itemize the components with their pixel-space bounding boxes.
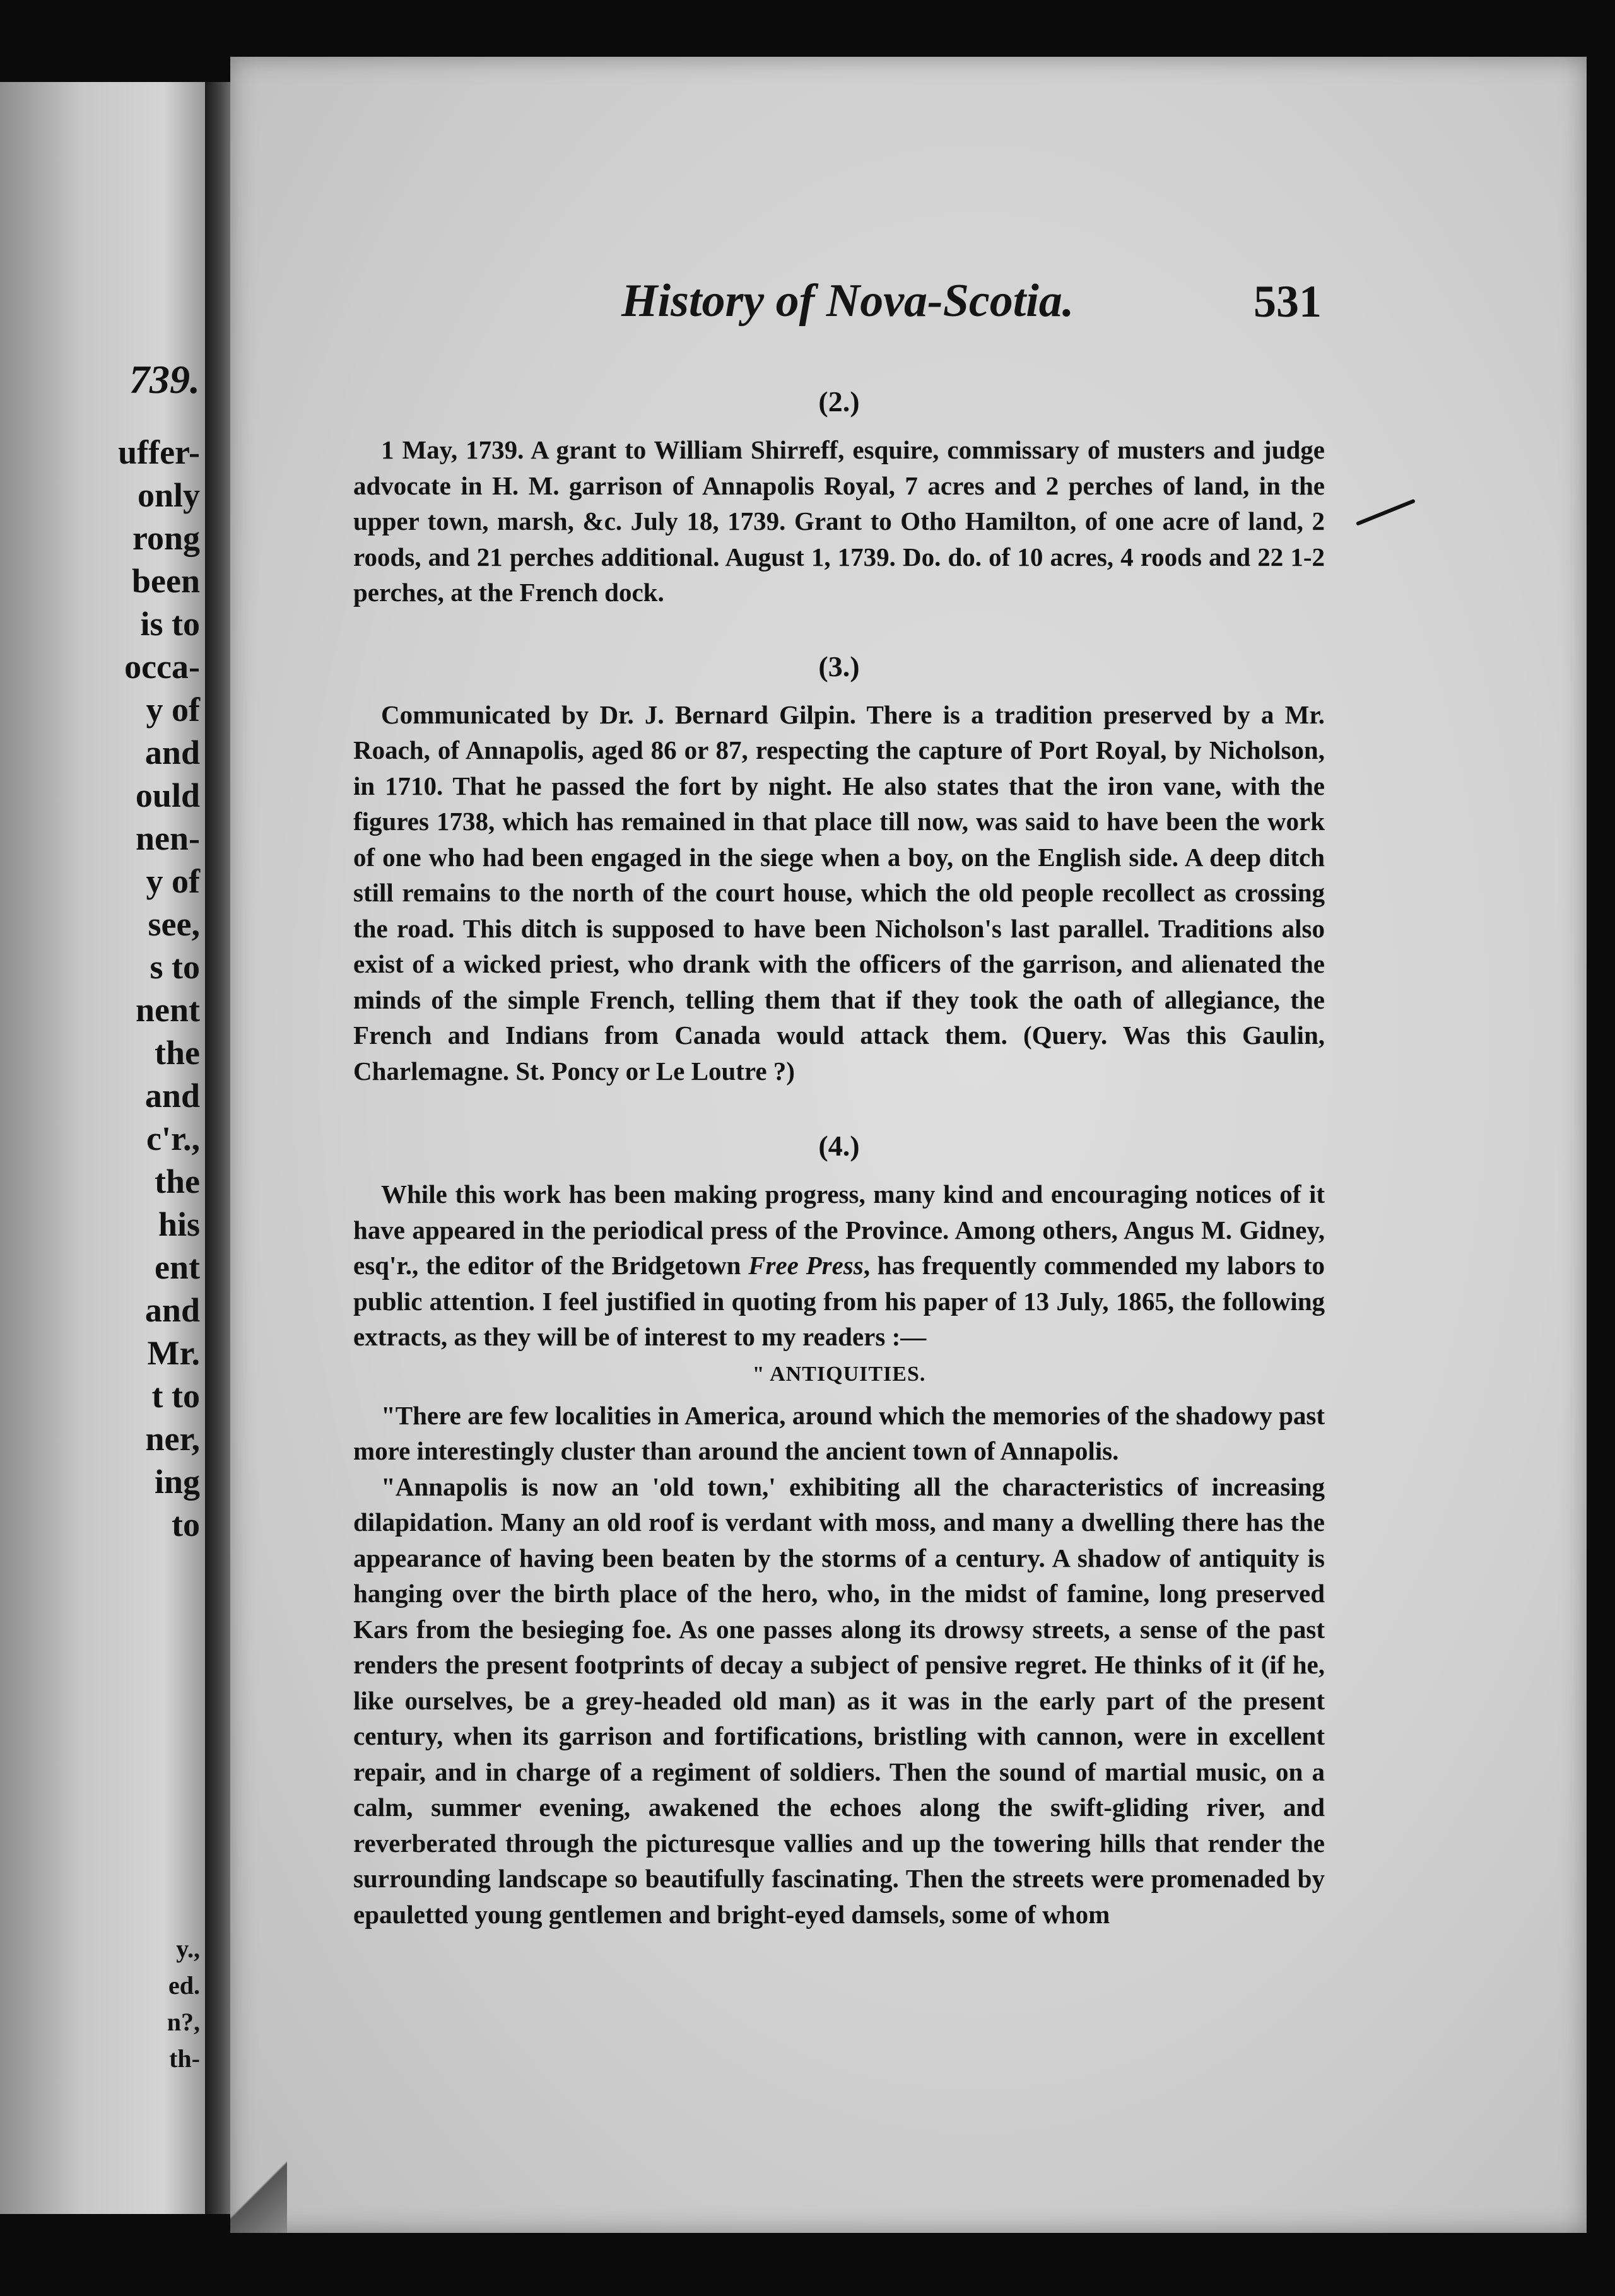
spacer xyxy=(353,611,1325,650)
left-page-fragment: nen- xyxy=(135,819,200,857)
left-page-fragment: the xyxy=(155,1034,200,1072)
left-page-fragment: y., xyxy=(176,1935,200,1963)
left-page-fragment: th- xyxy=(169,2044,200,2073)
quote-paragraph: "Annapolis is now an 'old town,' exhibiting all the characteristics of increasing dilapidation. Many an old roof is verdant with moss, and many a dwelling there has the appearance of having been beaten by the storms of a century. A shadow of antiquity is hanging over the birth place of the hero, who, in the midst of famine, long preserved Kars from the besieging foe. As one passes along its drowsy streets, a sense of the past renders the present footprints of decay a subject of pensive regret. He thinks of it (if he, like ourselves, be a grey-headed old man) as it was in the early part of the present century, when its garrison and fortifications, bristling with cannon, were in excellent repair, and in charge of a regiment of soldiers. Then the sound of martial music, on a calm, summer evening, awakened the echoes along the swift-gliding river, and reverberated through the picturesque vallies and up the towering hills that render the surrounding landscape so beautifully fascinating. Then the streets were promenaded by epauletted young gentlemen and bright-eyed damsels, some of whom xyxy=(353,1472,1325,1929)
left-page-fragment: been xyxy=(132,562,200,600)
left-page-fragment: rong xyxy=(132,519,200,557)
page-number: 531 xyxy=(1254,276,1322,327)
left-page-fragment: and xyxy=(144,1077,200,1115)
left-page-fragment: y of xyxy=(146,862,200,900)
book-page xyxy=(230,57,1587,2233)
note-number: (3.) xyxy=(818,650,860,682)
note-number: (2.) xyxy=(818,385,860,418)
left-page-fragment: only xyxy=(137,476,200,514)
quote-paragraph: "There are few localities in America, around which the memories of the shadowy past more interestingly cluster than around the ancient town of Annapolis. xyxy=(353,1400,1325,1465)
left-page-fragment: t to xyxy=(151,1377,200,1415)
left-page-fragment: s to xyxy=(150,948,200,986)
left-page-fragment: ould xyxy=(135,776,200,814)
left-page-fragment: ner, xyxy=(145,1420,200,1458)
note-number: (4.) xyxy=(818,1130,860,1162)
page-content xyxy=(353,385,1325,1932)
quote-subheading: " ANTIQUITIES. xyxy=(752,1362,926,1386)
page-header xyxy=(230,274,1587,331)
left-page-fragment: and xyxy=(144,1291,200,1329)
left-page-fragment: see, xyxy=(148,905,200,943)
left-page-fragment: uffer- xyxy=(118,433,200,471)
left-page-fragment: and xyxy=(144,734,200,771)
left-page-fragment: to xyxy=(172,1506,200,1543)
running-title: History of Nova-Scotia. xyxy=(621,275,1074,327)
left-page-fragment: the xyxy=(155,1163,200,1200)
left-page-fragment: 739. xyxy=(129,357,200,402)
newspaper-name: Free Press xyxy=(748,1251,864,1280)
left-page-fragment: ed. xyxy=(168,1971,200,2000)
book-spine-shadow xyxy=(205,82,230,2214)
left-page-fragment: occa- xyxy=(124,648,200,686)
note-paragraph xyxy=(353,1176,1325,1355)
left-page-fragment: Mr. xyxy=(147,1334,200,1372)
left-facing-page xyxy=(0,82,205,2214)
left-page-fragment: ing xyxy=(154,1463,200,1501)
note-paragraph: Communicated by Dr. J. Bernard Gilpin. There is a tradition preserved by a Mr. Roach, of Annapolis, aged 86 or 87, respecting the capture of Port Royal, by Nicholson, in 1710. That he passed the fort by night. He also states that the iron vane, with the figures 1738, which has remained in that place till now, was said to have been the work of one who had been engaged in the siege when a boy, on the English side. A deep ditch still remains to the north of the court house, which the old people recollect as crossing the road. This ditch is supposed to have been Nicholson's last parallel. Traditions also exist of a wicked priest, who drank with the officers of the garrison, and alienated the minds of the simple French, telling them that if they took the oath of allegiance, the French and Indians from Canada would attack them. (Query. Was this Gaulin, Charlemagne. St. Poncy or Le Loutre ?) xyxy=(353,700,1325,1086)
left-page-fragment: ent xyxy=(155,1248,200,1286)
note-paragraph: 1 May, 1739. A grant to William Shirreff, esquire, commissary of musters and judge advocate in H. M. garrison of Annapolis Royal, 7 acres and 2 perches of land, in the upper town, marsh, &c. July 18, 1739. Grant to Otho Hamilton, of one acre of land, 2 roods, and 21 perches additional. August 1, 1739. Do. do. of 10 acres, 4 roods and 22 1-2 perches, at the French dock. xyxy=(353,435,1325,607)
left-page-fragment: c'r., xyxy=(146,1120,200,1157)
spacer xyxy=(353,1089,1325,1129)
page-corner-fold xyxy=(230,2145,287,2233)
left-page-fragment: nent xyxy=(135,991,200,1029)
left-page-fragment: is to xyxy=(140,605,200,643)
intro-text: , has frequently commended my labors to public attention. I feel justified in quoting from his paper of 13 July, 1865, the following extracts, as they will be of interest to my readers :— xyxy=(353,1251,1325,1351)
left-page-fragment: y of xyxy=(146,691,200,729)
left-page-fragment: n?, xyxy=(167,2008,200,2036)
left-page-fragment: his xyxy=(158,1205,200,1243)
intro-text: While this work has been making progress, many kind and encouraging notices of it have appeared in the periodical press of the Province. Among others, Angus M. Gidney, esq'r., the editor of the Bridgetown xyxy=(353,1180,1325,1280)
